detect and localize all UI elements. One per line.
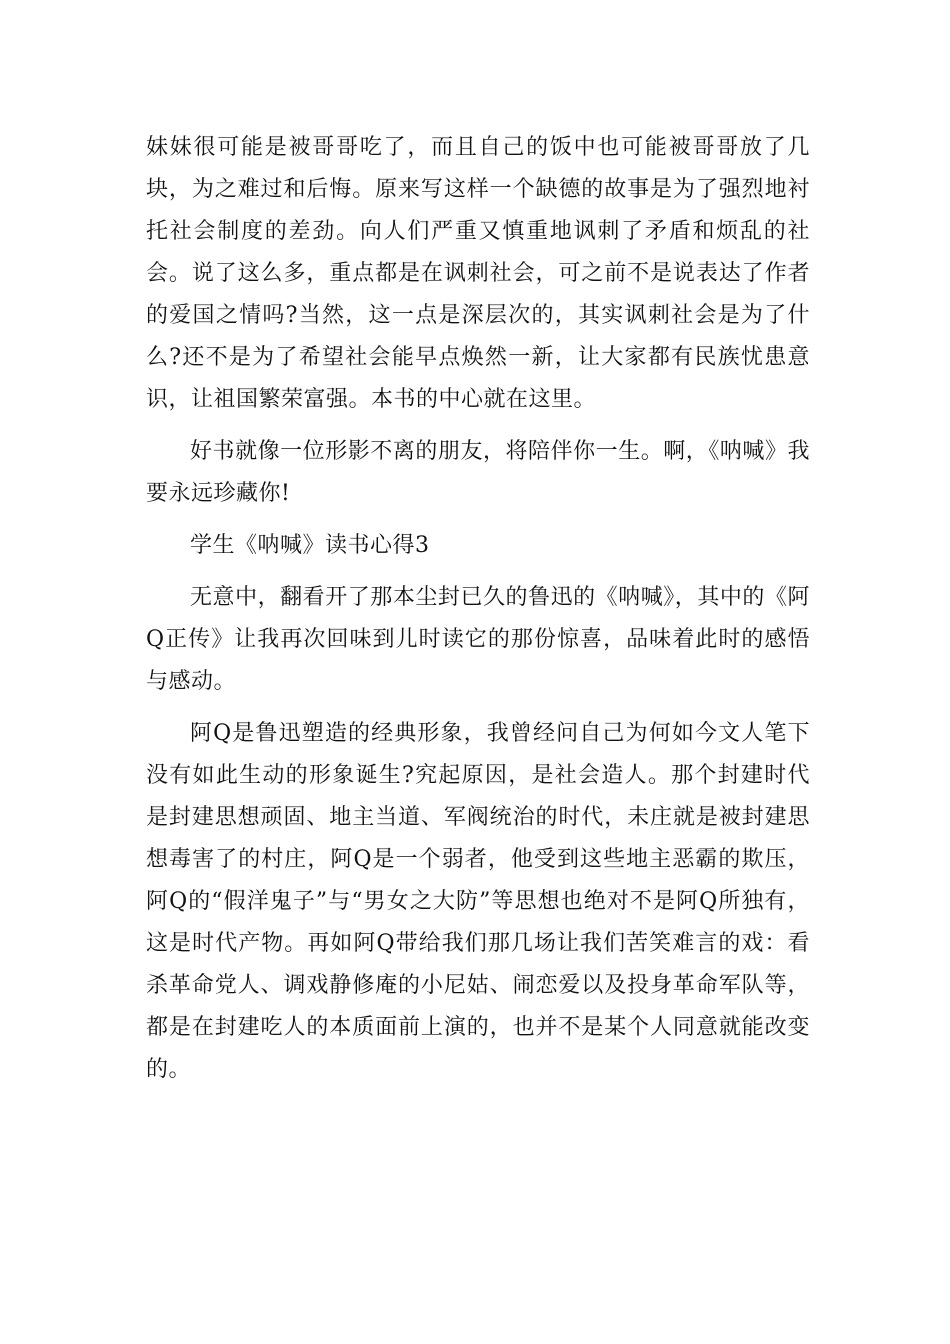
document-body [146, 127, 810, 1101]
section-heading: 学生《呐喊》读书心得3 [190, 533, 430, 558]
paragraph-continued: 妹妹很可能是被哥哥吃了，而且自己的饭中也可能被哥哥放了几块，为之难过和后悔。原来写这样一个缺德的故事是为了强烈地衬托社会制度的差劲。向人们严重又慎重地讽刺了矛盾和烦乱的社会。说了这么多，重点都是在讽刺社会，可之前不是说表达了作者的爱国之情吗?当然，这一点是深层次的，其实讽刺社会是为了什么?还不是为了希望社会能早点焕然一新，让大家都有民族忧患意识，让祖国繁荣富强。本书的中心就在这里。 [146, 135, 810, 412]
paragraph-analysis: 阿Q是鲁迅塑造的经典形象，我曾经问自己为何如今文人笔下没有如此生动的形象诞生?究起原因，是社会造人。那个封建时代是封建思想顽固、地主当道、军阀统治的时代，未庄就是被封建思想毒害了的村庄，阿Q是一个弱者，他受到这些地主恶霸的欺压，阿Q的“假洋鬼子”与“男女之大防”等思想也绝对不是阿Q所独有，这是时代产物。再如阿Q带给我们那几场让我们苦笑难言的戏：看杀革命党人、调戏静修庵的小尼姑、闹恋爱以及投身革命军队等，都是在封建吃人的本质面前上演的，也并不是某个人同意就能改变的。 [146, 721, 810, 1082]
paragraph-intro: 无意中，翻看开了那本尘封已久的鲁迅的《呐喊》，其中的《阿Q正传》让我再次回味到儿时读它的那份惊喜，品味着此时的感悟与感动。 [146, 585, 810, 694]
paragraph-closing: 好书就像一位形影不离的朋友，将陪伴你一生。啊，《呐喊》我要永远珍藏你! [146, 439, 810, 506]
